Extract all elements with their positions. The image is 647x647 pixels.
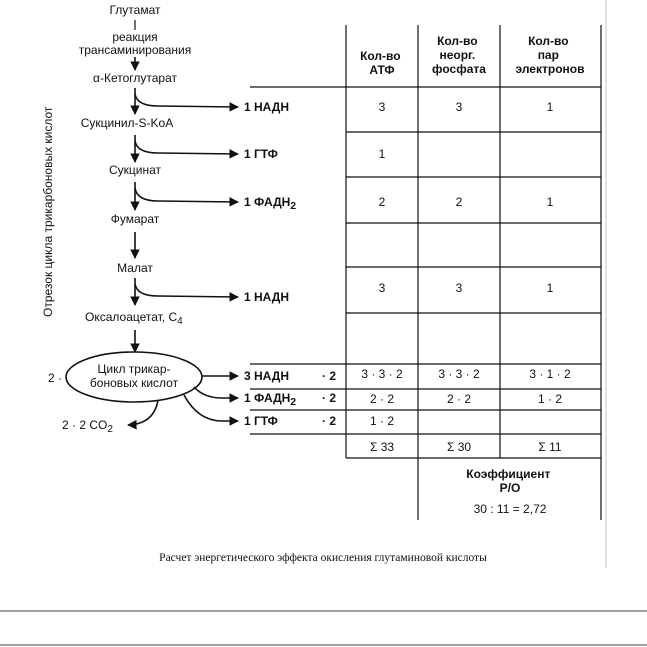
cycle-multiplier: 2 ·: [48, 371, 63, 385]
glutamate-label: Глутамат: [109, 3, 161, 17]
table-cell-phosphate-row-8: 2 · 2: [446, 392, 472, 406]
table-cell-electrons-row-3: 1: [546, 195, 554, 209]
branch-gtp-1: [135, 141, 238, 154]
tca-cycle-label-line1: Цикл трикар-: [97, 362, 171, 376]
product-gtp-2: 1 ГТФ: [244, 414, 278, 428]
table-cell-phosphate-row-7: 3 · 3 · 2: [438, 367, 480, 381]
tca-cycle-label-line2: боновых кислот: [89, 376, 179, 390]
malate-label: Малат: [117, 261, 153, 275]
product-gtp-1: 1 ГТФ: [244, 147, 278, 161]
table-cell-atp-row-8: 2 · 2: [369, 392, 395, 406]
table-cell-atp-row-9: 1 · 2: [369, 414, 395, 428]
table-cell-electrons-row-8: 1 · 2: [537, 392, 563, 406]
branch-nadh-1: [135, 94, 238, 107]
cycle-segment-vertical-label: Отрезок цикла трикарбоновых кислот: [41, 106, 55, 317]
sum-phosphate: Σ 30: [446, 440, 472, 454]
table-cell-phosphate-row-1: 3: [455, 100, 463, 114]
col-header-phosphate: Кол-во неорг. фосфата: [432, 34, 486, 76]
table-cell-atp-row-3: 2: [378, 195, 386, 209]
multiplier-fadh-2: · 2: [322, 391, 337, 405]
table-cell-electrons-row-1: 1: [546, 100, 554, 114]
succinate-label: Сукцинат: [108, 163, 162, 177]
alpha-kg-label: α-Кетоглутарат: [93, 71, 177, 85]
table-cell-atp-row-7: 3 · 3 · 2: [361, 367, 403, 381]
table-cell-atp-row-5: 3: [378, 281, 386, 295]
fumarate-label: Фумарат: [110, 212, 160, 226]
po-coefficient-value: 30 : 11 = 2,72: [473, 502, 547, 516]
energy-table: [250, 25, 601, 520]
product-nadh-2: 1 НАДН: [244, 290, 289, 304]
branch-fadh-2: [194, 387, 238, 398]
col-header-electrons: Кол-во пар электронов: [515, 34, 585, 76]
product-fadh-1: 1 ФАДН2: [244, 195, 297, 212]
multiplier-gtp-2: · 2: [322, 414, 337, 428]
table-cell-atp-row-1: 3: [378, 100, 386, 114]
reaction-label-line1: реакция: [112, 30, 158, 44]
table-cell-phosphate-row-3: 2: [455, 195, 463, 209]
figure-caption: Расчет энергетического эффекта окисления глутаминовой кислоты: [159, 552, 487, 564]
table-cell-electrons-row-7: 3 · 1 · 2: [529, 367, 571, 381]
succinyl-label: Сукцинил-S-KoA: [80, 116, 174, 130]
table-cell-electrons-row-5: 1: [546, 281, 554, 295]
product-nadh-1: 1 НАДН: [244, 100, 289, 114]
product-fadh-2: 1 ФАДН2: [244, 391, 297, 408]
branch-nadh-2: [135, 284, 238, 297]
col-header-atp: Кол-во АТФ: [360, 49, 401, 77]
table-cell-phosphate-row-5: 3: [455, 281, 463, 295]
co2-label: 2 · 2 $CO_2$: [62, 418, 113, 435]
sum-atp: Σ 33: [369, 440, 395, 454]
branch-gtp-2: [184, 395, 238, 421]
po-coefficient-title: Коэффициент P/O: [466, 467, 551, 495]
table-cell-atp-row-2: 1: [378, 147, 386, 161]
branch-co2: [128, 400, 158, 425]
multiplier-nadh-3: · 2: [322, 369, 337, 383]
oxaloacetate-label: Оксалоацетат, $C_4$: [85, 310, 183, 327]
branch-fadh-1: [135, 188, 238, 202]
sum-electrons: Σ 11: [538, 440, 562, 454]
reaction-label-line2: трансаминирования: [78, 43, 192, 57]
table-cells: [361, 100, 571, 428]
product-nadh-3: 3 НАДН: [244, 369, 289, 383]
